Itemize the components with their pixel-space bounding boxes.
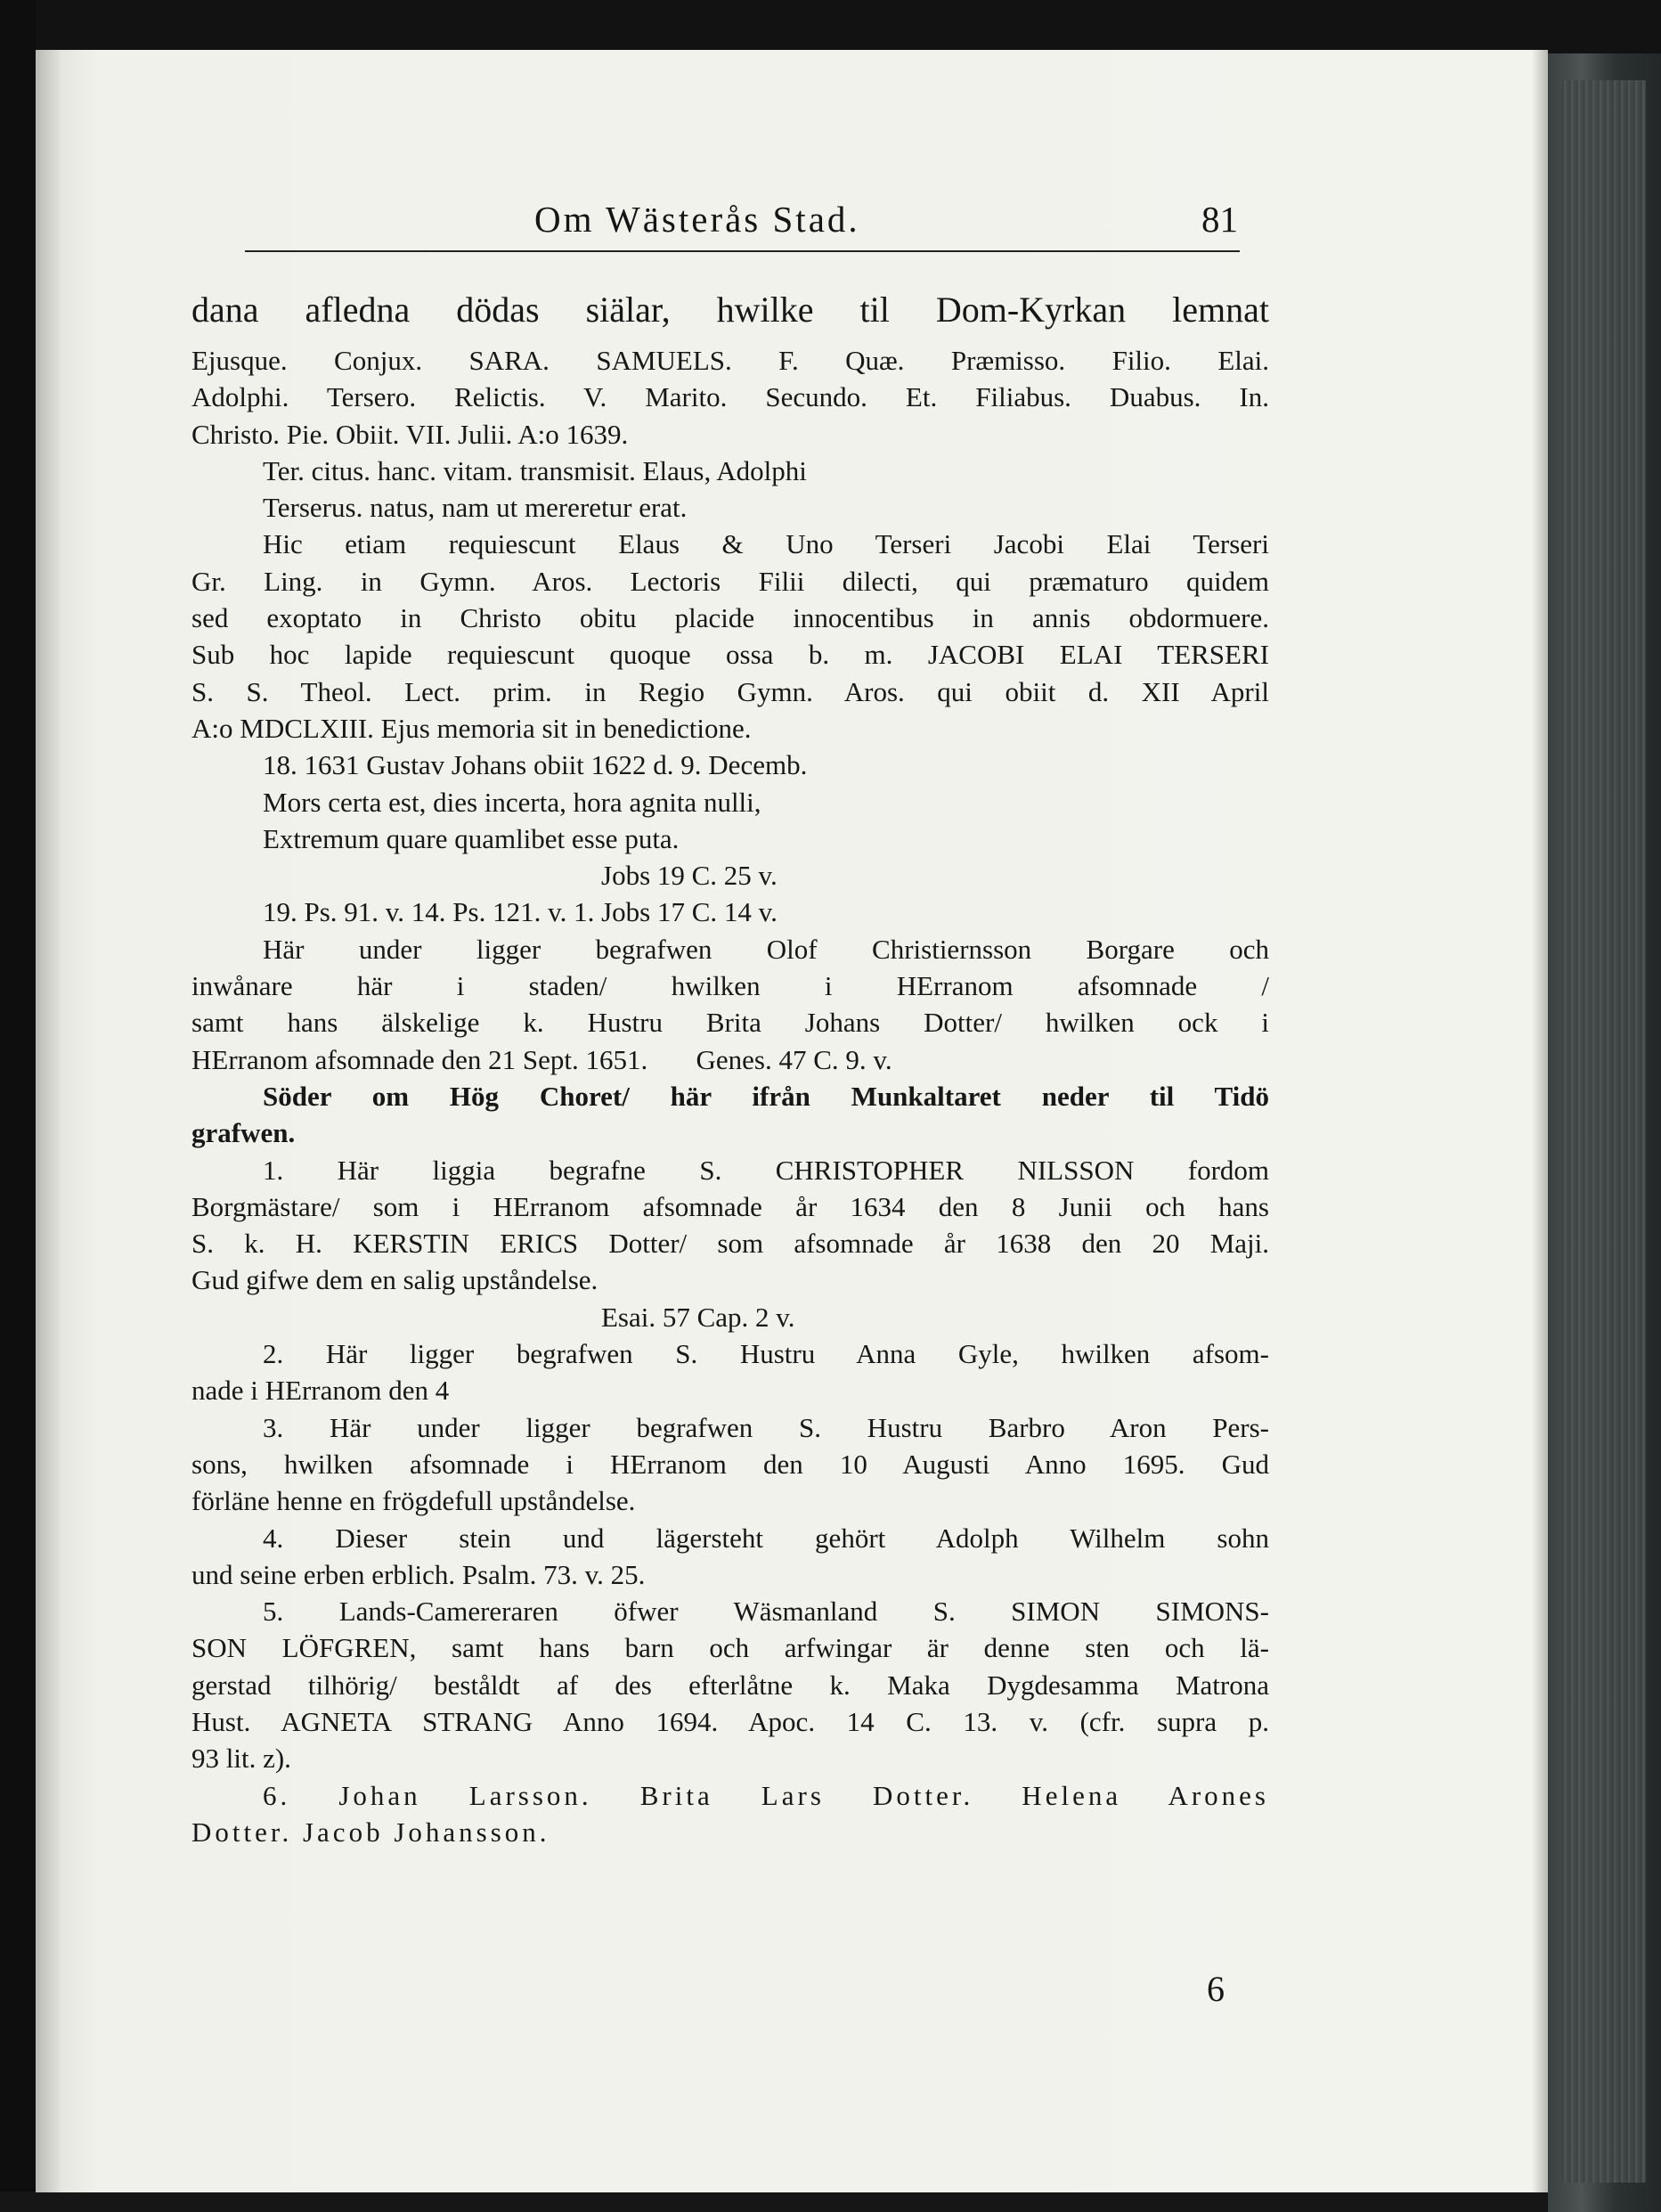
text-line: A:o MDCLXIII. Ejus memoria sit in benedictione.	[191, 712, 752, 744]
text-line: Här under ligger begrafwen Olof Christiernsson Borgare och	[263, 933, 1269, 965]
header-rule	[245, 250, 1240, 252]
text-line: Mors certa est, dies incerta, hora agnita nulli,	[263, 786, 761, 818]
running-title: Om Wästerås Stad.	[534, 199, 860, 240]
page-header	[214, 198, 1238, 248]
text-line: sons, hwilken afsomnade i HErranom den 10 Augusti Anno 1695. Gud	[191, 1448, 1269, 1480]
text-line: förläne henne en frögdefull upståndelse.	[191, 1485, 636, 1517]
text-line: Ejusque. Conjux. SARA. SAMUELS. F. Quæ. Præmisso. Filio. Elai.	[191, 345, 1269, 376]
text-line: Hust. AGNETA STRANG Anno 1694. Apoc. 14 C. 13. v. (cfr. supra p.	[191, 1705, 1269, 1737]
page-gutter-shadow	[1532, 50, 1548, 2192]
section-heading: grafwen.	[191, 1117, 296, 1149]
text-line: Hic etiam requiescunt Elaus & Uno Terseri Jacobi Elai Terseri	[263, 528, 1269, 560]
text-line: und seine erben erblich. Psalm. 73. v. 25.	[191, 1558, 646, 1590]
text-line: 4. Dieser stein und lägersteht gehört Adolph Wilhelm sohn	[263, 1522, 1269, 1554]
text-line: Extremum quare quamlibet esse puta.	[263, 822, 680, 854]
text-line: Jobs 19 C. 25 v.	[601, 860, 778, 892]
body-text	[191, 283, 1269, 1850]
scan-top-border	[0, 0, 1661, 53]
page-number: 81	[1201, 199, 1238, 240]
signature-mark: 6	[1207, 1969, 1225, 2009]
text-line: 19. Ps. 91. v. 14. Ps. 121. v. 1. Jobs 17 C. 14 v.	[263, 896, 778, 928]
text-line: Adolphi. Tersero. Relictis. V. Marito. Secundo. Et. Filiabus. Duabus. In.	[191, 381, 1269, 413]
text-line: 93 lit. z).	[191, 1743, 291, 1775]
scan-left-border	[0, 0, 36, 2212]
text-line: S. S. Theol. Lect. prim. in Regio Gymn. Aros. qui obiit d. XII April	[191, 675, 1269, 707]
book-page-edges	[1560, 80, 1646, 2183]
text-line: dana afledna dödas siälar, hwilke til Dom-Kyrkan lemnat	[191, 290, 1269, 330]
text-line: S. k. H. KERSTIN ERICS Dotter/ som afsomnade år 1638 den 20 Maji.	[191, 1228, 1269, 1260]
section-heading: Söder om Hög Choret/ här ifrån Munkaltaret neder til Tidö	[263, 1080, 1269, 1112]
text-line: 6. Johan Larsson. Brita Lars Dotter. Helena Arones	[263, 1779, 1269, 1811]
text-line: 18. 1631 Gustav Johans obiit 1622 d. 9. Decemb.	[263, 749, 808, 781]
text-line: Gud gifwe dem en salig upståndelse.	[191, 1264, 598, 1296]
text-line: SON LÖFGREN, samt hans barn och arfwingar är denne sten och lä-	[191, 1632, 1269, 1664]
text-line: nade i HErranom den 4	[191, 1375, 450, 1407]
text-line: Gr. Ling. in Gymn. Aros. Lectoris Filii dilecti, qui præmaturo quidem	[191, 565, 1269, 597]
scan-bottom-border	[0, 2192, 1661, 2212]
text-line: 3. Här under ligger begrafwen S. Hustru Barbro Aron Pers-	[263, 1411, 1269, 1443]
text-line: inwånare här i staden/ hwilken i HErranom afsomnade /	[191, 970, 1269, 1002]
text-line: gerstad tilhörig/ beståldt af des efterlåtne k. Maka Dygdesamma Matrona	[191, 1669, 1269, 1701]
text-line: Ter. citus. hanc. vitam. transmisit. Elaus, Adolphi	[263, 454, 807, 486]
text-line: HErranom afsomnade den 21 Sept. 1651. Genes. 47 C. 9. v.	[191, 1043, 892, 1075]
text-line: 1. Här liggia begrafne S. CHRISTOPHER NILSSON fordom	[263, 1154, 1269, 1186]
text-line: Borgmästare/ som i HErranom afsomnade år 1634 den 8 Junii och hans	[191, 1190, 1269, 1222]
text-line: Sub hoc lapide requiescunt quoque ossa b. m. JACOBI ELAI TERSERI	[191, 639, 1269, 671]
text-line: sed exoptato in Christo obitu placide innocentibus in annis obdormuere.	[191, 602, 1269, 634]
text-line: Terserus. natus, nam ut mereretur erat.	[263, 492, 688, 524]
text-line: samt hans älskelige k. Hustru Brita Johans Dotter/ hwilken ock i	[191, 1007, 1269, 1039]
text-line: Esai. 57 Cap. 2 v.	[601, 1301, 795, 1333]
text-line: Christo. Pie. Obiit. VII. Julii. A:o 1639.	[191, 418, 629, 450]
text-line: 5. Lands-Camereraren öfwer Wäsmanland S. SIMON SIMONS-	[263, 1596, 1269, 1628]
text-line: 2. Här ligger begrafwen S. Hustru Anna Gyle, hwilken afsom-	[263, 1338, 1269, 1370]
text-line: Dotter. Jacob Johansson.	[191, 1816, 550, 1848]
